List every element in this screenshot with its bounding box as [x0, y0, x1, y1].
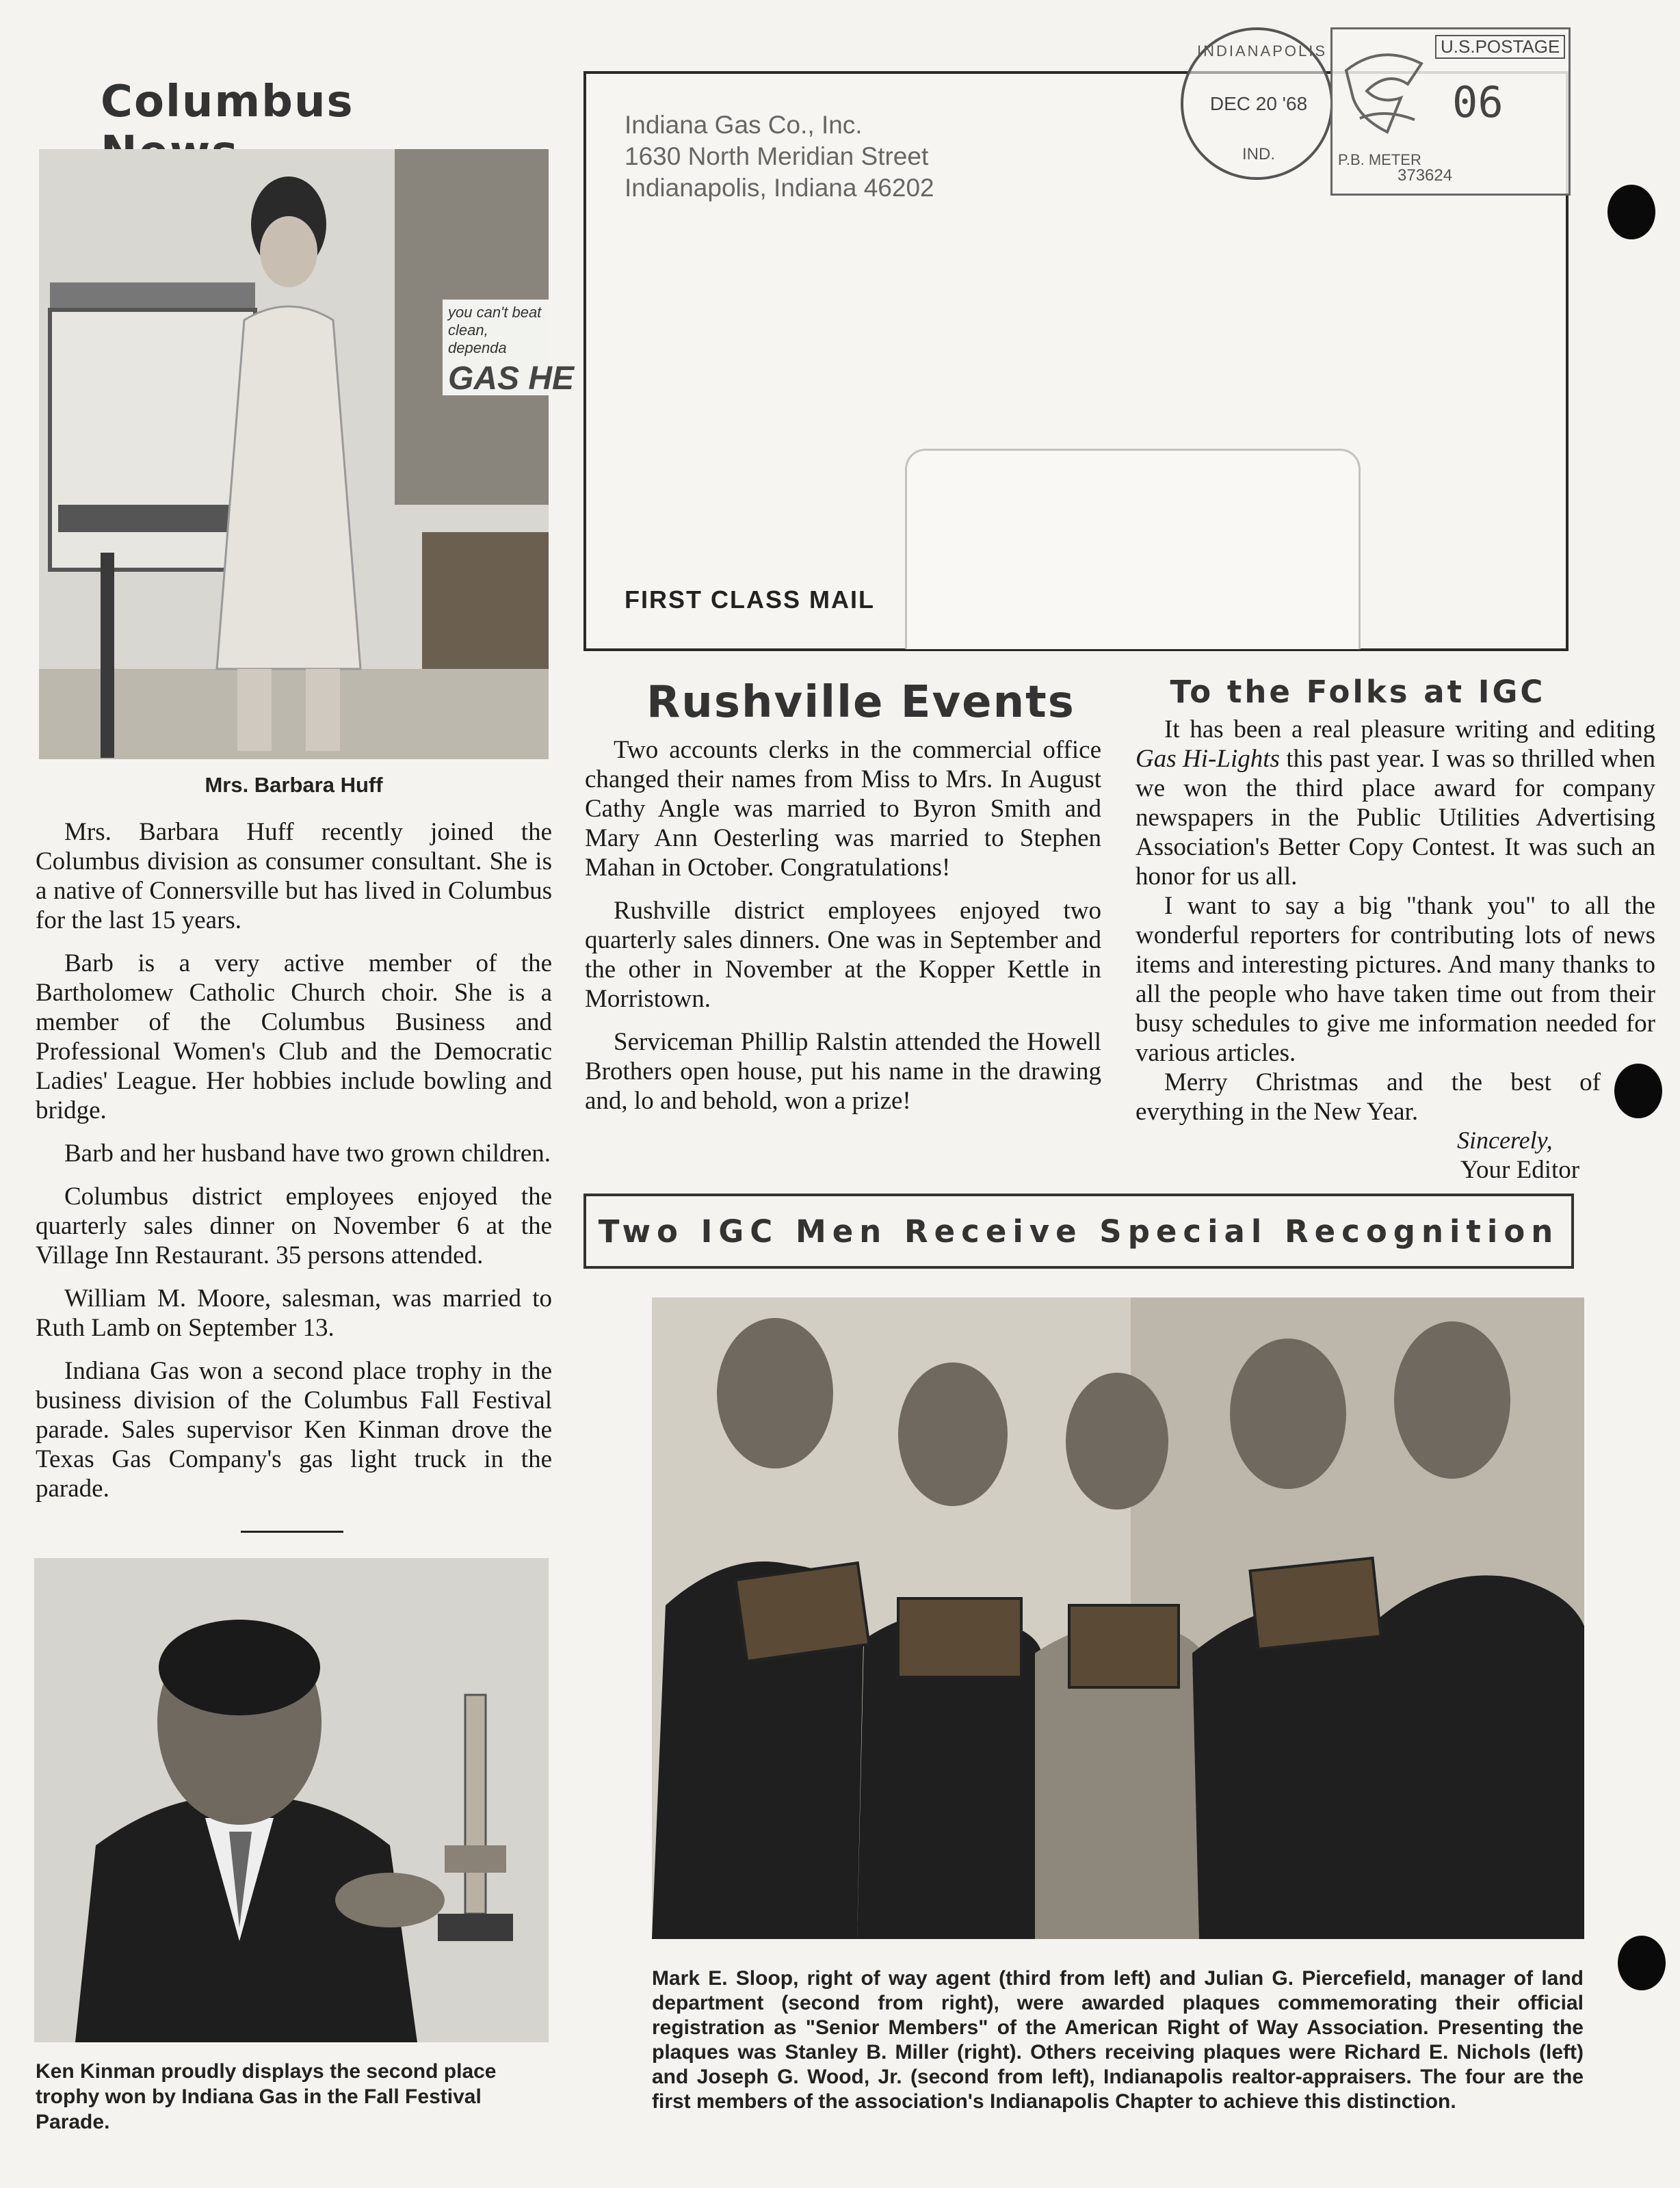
columbus-paragraph: Indiana Gas won a second place trophy in the business division of the Columbus Fall Festival parade. Sales supervisor Ken Kinman drove the Texas Gas Company's gas light truck in the parade.	[36, 1357, 552, 1503]
rushville-article	[585, 735, 1101, 1129]
recognition-photo	[652, 1297, 1584, 1939]
columbus-paragraph: Barb and her husband have two grown children.	[64, 1139, 551, 1168]
binder-hole-bottom	[1618, 1936, 1666, 1990]
rushville-title: Rushville Events	[646, 677, 1075, 728]
barbara-huff-caption: Mrs. Barbara Huff	[205, 773, 383, 797]
folks-signature: Your Editor	[1460, 1156, 1580, 1184]
eagle-icon	[1339, 43, 1428, 139]
folks-closing: Sincerely,	[1457, 1126, 1553, 1154]
first-class-mail-label: FIRST CLASS MAIL	[625, 585, 875, 614]
columbus-paragraph: Mrs. Barbara Huff recently joined the Columbus division as consumer consultant. She is a native of Connersville but has lived in Columbus for the last 15 years.	[36, 818, 552, 934]
columbus-paragraph: Barb is a very active member of the Bartholomew Catholic Church choir. She is a member of the Columbus Business and Professional Women's Club and the Democratic Ladies' League. Her hobbies include bowling and bridge.	[36, 949, 552, 1124]
return-address: Indiana Gas Co., Inc. 1630 North Meridian Street Indianapolis, Indiana 46202	[625, 111, 934, 202]
ken-kinman-caption: Ken Kinman proudly displays the second place trophy won by Indiana Gas in the Fall Festival Parade.	[36, 2060, 497, 2133]
columbus-paragraph: William M. Moore, salesman, was married to Ruth Lamb on September 13.	[36, 1284, 552, 1342]
folks-letter	[1136, 715, 1655, 1185]
rushville-paragraph: Two accounts clerks in the commercial office changed their names from Miss to Mrs. In August Cathy Angle was married to Byron Smith and Mary Ann Oesterling was married to Stephen Mahan in October. Congratulations!	[585, 736, 1101, 882]
columbus-article	[36, 817, 552, 1517]
meter-stamp: U.S.POSTAGE 06 P.B. METER 373624	[1330, 27, 1571, 196]
folks-paragraph: It has been a real pleasure writing and editing Gas Hi-Lights this past year. I was so thrilled when we won the third place award for company newspapers in the Public Utilities Advertising Association's Better Copy Contest. It was such an honor for us all.	[1136, 715, 1655, 891]
binder-hole-top	[1607, 185, 1655, 239]
ken-kinman-photo	[34, 1558, 549, 2042]
photo-sign: you can't beat clean, dependa GAS HE	[443, 300, 549, 395]
postmark-circle: INDIANAPOLIS DEC 20 '68 IND.	[1181, 27, 1333, 180]
folks-paragraph: Merry Christmas and the best of everything in the New Year.	[1136, 1068, 1601, 1126]
recognition-caption: Mark E. Sloop, right of way agent (third from left) and Julian G. Piercefield, manager of land department (second from right), were awarded plaques commemorating their official registration as "Senior Members" of the American Right of Way Association. Presenting the plaques was Stanley B. Miller (right). Others receiving plaques were Richard E. Nichols (left) and Joseph G. Wood, Jr. (second from left), Indianapolis realtor-appraisers. The four are the first members of the association's Indianapolis Chapter to achieve this distinction.	[652, 1967, 1584, 2113]
postmark-date: DEC 20 '68	[1209, 93, 1308, 114]
recognition-banner	[583, 1194, 1574, 1269]
barbara-huff-photo	[39, 149, 575, 759]
folks-paragraph: I want to say a big "thank you" to all the wonderful reporters for contributing lots of news items and interesting pictures. And many thanks to all the people who have taken time out from their busy schedules to give me information needed for various articles.	[1136, 892, 1655, 1067]
rushville-paragraph: Rushville district employees enjoyed two quarterly sales dinners. One was in September and the other in November at the Kopper Kettle in Morristown.	[585, 897, 1101, 1013]
section-divider	[241, 1531, 343, 1533]
folks-title: To the Folks at IGC	[1170, 674, 1546, 710]
columbus-paragraph: Columbus district employees enjoyed the quarterly sales dinner on November 6 at the Village Inn Restaurant. 35 persons attended.	[36, 1183, 552, 1269]
recognition-banner-text: Two IGC Men Receive Special Recognition	[598, 1213, 1560, 1250]
envelope-window	[905, 449, 1361, 649]
rushville-paragraph: Serviceman Phillip Ralstin attended the Howell Brothers open house, put his name in the drawing and, lo and behold, won a prize!	[585, 1028, 1101, 1115]
columbus-news-title: Columbus	[101, 77, 354, 127]
